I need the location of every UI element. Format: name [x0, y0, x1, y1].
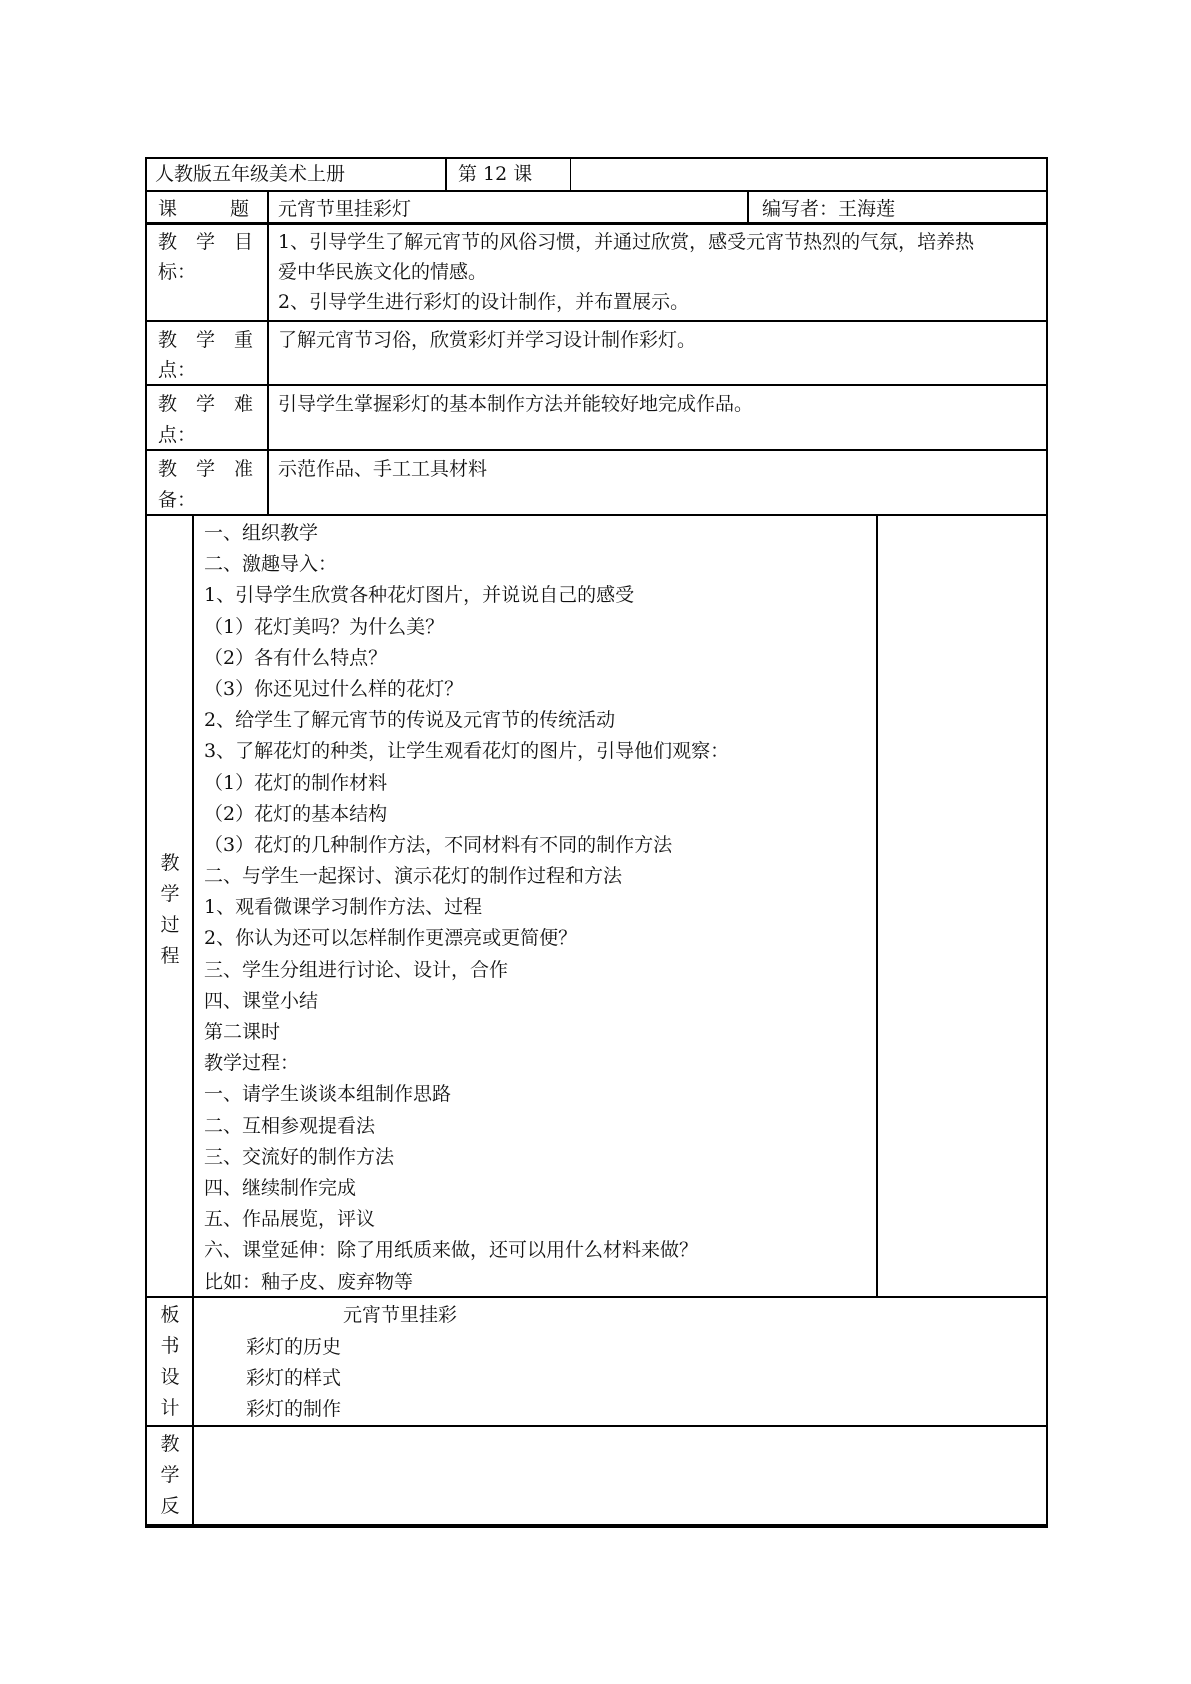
- process-label: [155, 848, 185, 972]
- board-item: 彩灯的样式: [246, 1367, 342, 1389]
- process-line: 三、学生分组进行讨论、设计，合作: [204, 958, 509, 981]
- col-sep: [192, 514, 194, 1527]
- board-label-char: 计: [160, 1397, 180, 1419]
- process-line: （2）花灯的基本结构: [204, 802, 388, 825]
- process-line: 1、引导学生欣赏各种花灯图片，并说说自己的感受: [204, 584, 635, 607]
- goals-label-b: 标：: [158, 261, 197, 283]
- topic-label-b: 题: [230, 198, 250, 220]
- process-line: （1）花灯的制作材料: [204, 771, 388, 794]
- topic-label-a: 课: [158, 198, 178, 220]
- col-sep: [445, 157, 447, 191]
- row-sep: [145, 320, 1047, 322]
- col-sep: [747, 190, 749, 224]
- col-sep: [570, 157, 571, 191]
- process-line: 三、交流好的制作方法: [204, 1145, 395, 1168]
- keypoints-label-b: 点：: [158, 359, 197, 381]
- reflection-label-char: 学: [160, 1464, 180, 1486]
- preparation-label-b: 备：: [158, 489, 197, 511]
- row-sep: [145, 449, 1047, 451]
- difficulties-value: 引导学生掌握彩灯的基本制作方法并能较好地完成作品。: [278, 393, 754, 415]
- preparation-label-a: 教 学 准: [158, 458, 254, 480]
- author-name: 王海莲: [838, 198, 896, 220]
- process-label-char: 程: [160, 945, 180, 967]
- process-line: （1）花灯美吗？为什么美？: [204, 615, 445, 638]
- process-line: 二、与学生一起探讨、演示花灯的制作过程和方法: [204, 865, 623, 888]
- process-line: 一、请学生谈谈本组制作思路: [204, 1083, 452, 1106]
- reflection-label-char: 教: [160, 1433, 180, 1455]
- process-line: 四、课堂小结: [204, 989, 319, 1012]
- lesson-number: 第 12 课: [458, 163, 533, 185]
- goals-line-3: 2、引导学生进行彩灯的设计制作，并布置展示。: [278, 291, 690, 313]
- row-sep: [145, 384, 1047, 386]
- border-left: [145, 157, 147, 1528]
- process-label-char: 学: [160, 883, 180, 905]
- goals-label-a: 教 学 目: [158, 231, 254, 253]
- board-item: 彩灯的制作: [246, 1398, 342, 1420]
- difficulties-label-a: 教 学 难: [158, 393, 254, 415]
- process-line: 二、激趣导入：: [204, 553, 338, 576]
- process-line: 二、互相参观提看法: [204, 1114, 376, 1137]
- process-line: 五、作品展览，评议: [204, 1208, 376, 1231]
- reflection-content: [194, 1427, 1046, 1524]
- border-right: [1046, 157, 1048, 1528]
- preparation-value: 示范作品、手工工具材料: [278, 458, 488, 480]
- keypoints-label-a: 教 学 重: [158, 329, 254, 351]
- keypoints-value: 了解元宵节习俗，欣赏彩灯并学习设计制作彩灯。: [278, 329, 697, 351]
- process-line: 2、你认为还可以怎样制作更漂亮或更简便？: [204, 927, 578, 950]
- board-item: 彩灯的历史: [246, 1336, 342, 1358]
- goals-line-1: 1、引导学生了解元宵节的风俗习惯，并通过欣赏，感受元宵节热烈的气氛，培养热: [278, 231, 975, 253]
- board-label: [155, 1300, 185, 1424]
- board-label-char: 设: [160, 1366, 180, 1388]
- col-sep: [876, 514, 878, 1297]
- board-label-char: 书: [160, 1335, 180, 1357]
- process-label-char: 教: [160, 852, 180, 874]
- col-sep: [267, 190, 269, 516]
- process-line: 比如：釉子皮、废弃物等: [204, 1270, 414, 1293]
- process-line: 四、继续制作完成: [204, 1176, 357, 1199]
- process-content: [204, 518, 729, 1298]
- process-line: （3）花灯的几种制作方法，不同材料有不同的制作方法: [204, 833, 673, 856]
- process-line: （2）各有什么特点？: [204, 646, 388, 669]
- process-line: 2、给学生了解元宵节的传说及元宵节的传统活动: [204, 709, 616, 732]
- reflection-label-char: 反: [160, 1495, 180, 1517]
- process-line: 教学过程：: [204, 1052, 300, 1075]
- board-label-char: 板: [160, 1304, 180, 1326]
- process-line: 3、了解花灯的种类，让学生观看花灯的图片，引导他们观察：: [204, 740, 730, 763]
- row-sep: [145, 514, 1047, 516]
- author-line: [762, 195, 895, 223]
- border-bottom: [145, 1524, 1048, 1528]
- process-line: 第二课时: [204, 1021, 281, 1043]
- process-line: 一、组织教学: [204, 522, 319, 544]
- process-line: 六、课堂延伸：除了用纸质来做，还可以用什么材料来做？: [204, 1239, 699, 1262]
- author-label: 编写者：: [762, 198, 839, 220]
- goals-line-2: 爱中华民族文化的情感。: [278, 261, 488, 283]
- difficulties-label-b: 点：: [158, 424, 197, 446]
- board-title: 元宵节里挂彩: [343, 1304, 458, 1326]
- process-line: （3）你还见过什么样的花灯？: [204, 677, 464, 700]
- process-label-char: 过: [160, 914, 180, 936]
- process-line: 1、观看微课学习制作方法、过程: [204, 896, 483, 919]
- reflection-label: [155, 1429, 185, 1522]
- topic-value: 元宵节里挂彩灯: [278, 198, 412, 220]
- board-items: [246, 1332, 341, 1425]
- textbook-title: 人教版五年级美术上册: [155, 163, 346, 185]
- border-top: [145, 157, 1047, 159]
- row-sep: [145, 190, 1047, 192]
